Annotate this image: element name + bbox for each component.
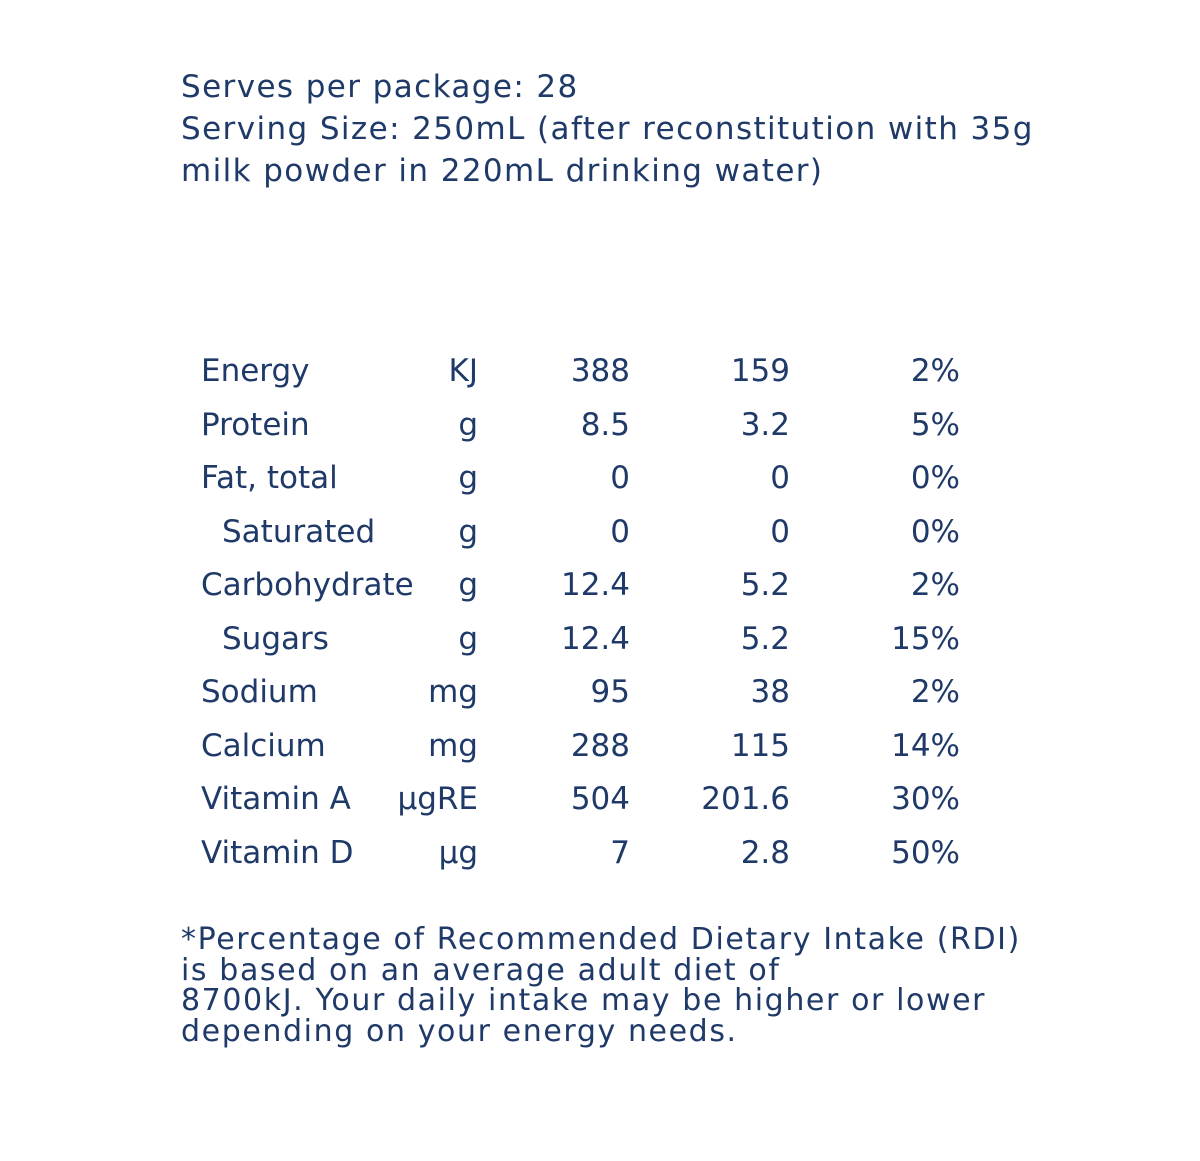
footnote-line: *Percentage of Recommended Dietary Intake (RDI) <box>181 922 1021 957</box>
per-100ml-value: 5.2 <box>740 567 790 603</box>
nutrient-unit: μg <box>438 834 478 871</box>
per-100ml-value: 0 <box>770 460 790 496</box>
nutrient-name: Carbohydrate <box>201 567 414 603</box>
serving-size-detail: milk powder in 220mL drinking water) <box>181 153 824 189</box>
nutrient-unit: mg <box>428 727 478 764</box>
serving-info <box>181 66 1041 192</box>
nutrition-table <box>0 345 1200 880</box>
per-serve-value: 95 <box>590 674 630 710</box>
rdi-percent: 30% <box>891 781 960 817</box>
nutrient-row <box>0 452 1200 506</box>
nutrient-name: Vitamin D <box>201 834 354 871</box>
nutrient-name: Sugars <box>222 620 329 657</box>
nutrient-row <box>0 773 1200 827</box>
nutrient-row <box>0 827 1200 881</box>
rdi-percent: 0% <box>910 513 960 550</box>
per-100ml-value: 38 <box>750 674 790 710</box>
footnote-line: 8700kJ. Your daily intake may be higher or lower <box>181 983 987 1018</box>
nutrient-row <box>0 559 1200 613</box>
rdi-footnote <box>181 922 1041 1049</box>
nutrient-row <box>0 666 1200 720</box>
per-serve-value: 0 <box>610 513 630 550</box>
nutrient-unit: g <box>458 620 478 657</box>
nutrient-name: Calcium <box>201 727 326 764</box>
footnote-line: depending on your energy needs. <box>181 1013 738 1049</box>
per-serve-value: 8.5 <box>580 406 630 443</box>
rdi-percent: 2% <box>910 353 960 389</box>
nutrient-unit: g <box>458 460 478 496</box>
rdi-percent: 50% <box>891 834 960 871</box>
per-100ml-value: 0 <box>770 513 790 550</box>
footnote-line: is based on an average adult diet of <box>181 952 781 988</box>
per-serve-value: 12.4 <box>560 567 630 603</box>
per-100ml-value: 5.2 <box>740 620 790 657</box>
nutrient-unit: g <box>458 513 478 550</box>
nutrient-row <box>0 506 1200 560</box>
nutrient-row <box>0 399 1200 453</box>
nutrient-name: Protein <box>201 406 310 443</box>
per-100ml-value: 3.2 <box>740 406 790 443</box>
nutrient-name: Sodium <box>201 674 318 710</box>
rdi-percent: 14% <box>891 727 960 764</box>
per-serve-value: 0 <box>610 460 630 496</box>
nutrient-name: Energy <box>201 353 310 389</box>
nutrient-unit: KJ <box>448 353 478 389</box>
nutrient-unit: mg <box>428 674 478 710</box>
serves-per-package: Serves per package: 28 <box>181 69 579 105</box>
nutrient-row <box>0 613 1200 667</box>
per-serve-value: 504 <box>570 781 630 817</box>
rdi-percent: 2% <box>910 674 960 710</box>
nutrient-name: Saturated <box>222 513 376 550</box>
per-serve-value: 288 <box>570 727 630 764</box>
rdi-percent: 2% <box>910 567 960 603</box>
nutrient-name: Vitamin A <box>201 781 351 817</box>
per-serve-value: 7 <box>610 834 630 871</box>
nutrient-row <box>0 720 1200 774</box>
nutrient-unit: μgRE <box>397 781 478 817</box>
nutrient-row <box>0 345 1200 399</box>
per-100ml-value: 159 <box>730 353 790 389</box>
rdi-percent: 15% <box>891 620 960 657</box>
per-serve-value: 388 <box>570 353 630 389</box>
serving-size: Serving Size: 250mL (after reconstitution with 35g <box>181 111 1034 147</box>
nutrient-unit: g <box>458 567 478 603</box>
per-100ml-value: 201.6 <box>701 781 790 817</box>
nutrient-unit: g <box>458 406 478 443</box>
nutrient-name: Fat, total <box>201 460 338 496</box>
rdi-percent: 5% <box>910 406 960 443</box>
rdi-percent: 0% <box>910 460 960 496</box>
per-100ml-value: 2.8 <box>740 834 790 871</box>
per-100ml-value: 115 <box>730 727 790 764</box>
per-serve-value: 12.4 <box>560 620 630 657</box>
